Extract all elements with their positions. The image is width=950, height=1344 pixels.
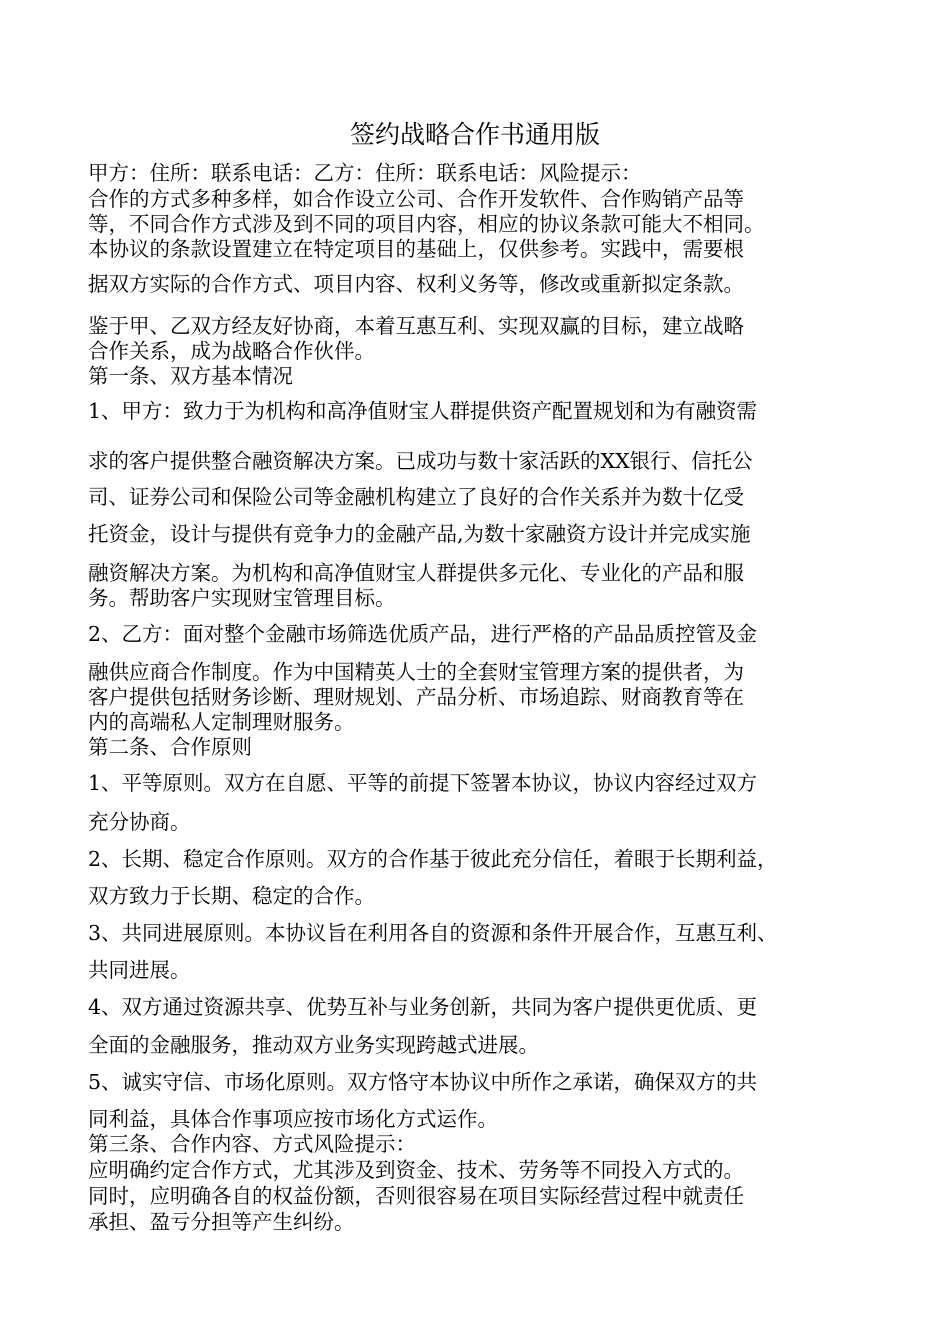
- text-line: 2、长期、稳定合作原则。双方的合作基于彼此充分信任，着眼于长期利益，: [88, 847, 778, 871]
- text-line: 托资金，设计与提供有竞争力的金融产品,为数十家融资方设计并完成实施: [88, 522, 751, 546]
- text-line: 应明确约定合作方式，尤其涉及到资金、技术、劳务等不同投入方式的。: [88, 1158, 744, 1182]
- text-line: 承担、盈亏分担等产生纠纷。: [88, 1210, 355, 1234]
- section-heading: 第二条、合作原则: [88, 735, 252, 759]
- text-line: 内的高端私人定制理财服务。: [88, 710, 355, 734]
- text-line: 据双方实际的合作方式、项目内容、权利义务等，修改或重新拟定条款。: [88, 272, 744, 296]
- text-line: 2、乙方：面对整个金融市场筛选优质产品，进行严格的产品品质控管及金: [88, 622, 758, 646]
- text-line: 合作的方式多种多样，如合作设立公司、合作开发软件、合作购销产品等: [88, 187, 744, 211]
- document-title: 签约战略合作书通用版: [349, 120, 600, 149]
- text-line: 双方致力于长期、稳定的合作。: [88, 884, 375, 908]
- text-line: 务。帮助客户实现财宝管理目标。: [88, 586, 396, 610]
- text-line: 求的客户提供整合融资解决方案。已成功与数十家活跃的XX银行、信托公: [88, 449, 753, 473]
- text-line: 3、共同进展原则。本协议旨在利用各自的资源和条件开展合作，互惠互利、: [88, 921, 778, 945]
- text-line: 同时，应明确各自的权益份额，否则很容易在项目实际经营过程中就责任: [88, 1184, 744, 1208]
- text-line: 甲方：住所：联系电话：乙方：住所：联系电话：风险提示：: [88, 161, 642, 185]
- text-line: 本协议的条款设置建立在特定项目的基础上，仅供参考。实践中，需要根: [88, 237, 744, 261]
- text-line: 1、甲方：致力于为机构和高净值财宝人群提供资产配置规划和为有融资需: [88, 399, 758, 423]
- text-line: 司、证券公司和保险公司等金融机构建立了良好的合作关系并为数十亿受: [88, 485, 744, 509]
- section-heading: 第三条、合作内容、方式风险提示：: [88, 1132, 416, 1156]
- text-line: 客户提供包括财务诊断、理财规划、产品分析、市场追踪、财商教育等在: [88, 685, 744, 709]
- text-line: 等，不同合作方式涉及到不同的项目内容，相应的协议条款可能大不相同。: [88, 212, 765, 236]
- text-line: 充分协商。: [88, 810, 191, 834]
- text-line: 5、诚实守信、市场化原则。双方恪守本协议中所作之承诺，确保双方的共: [88, 1070, 758, 1094]
- text-line: 合作关系，成为战略合作伙伴。: [88, 339, 375, 363]
- text-line: 融资解决方案。为机构和高净值财宝人群提供多元化、专业化的产品和服: [88, 561, 744, 585]
- text-line: 融供应商合作制度。作为中国精英人士的全套财宝管理方案的提供者，为: [88, 660, 744, 684]
- text-line: 鉴于甲、乙双方经友好协商，本着互惠互利、实现双赢的目标，建立战略: [88, 314, 744, 338]
- text-line: 4、双方通过资源共享、优势互补与业务创新，共同为客户提供更优质、更: [88, 995, 758, 1019]
- text-line: 全面的金融服务，推动双方业务实现跨越式进展。: [88, 1033, 539, 1057]
- text-line: 1、平等原则。双方在自愿、平等的前提下签署本协议，协议内容经过双方: [88, 771, 758, 795]
- section-heading: 第一条、双方基本情况: [88, 364, 293, 388]
- text-line: 同利益，具体合作事项应按市场化方式运作。: [88, 1107, 498, 1131]
- text-line: 共同进展。: [88, 958, 191, 982]
